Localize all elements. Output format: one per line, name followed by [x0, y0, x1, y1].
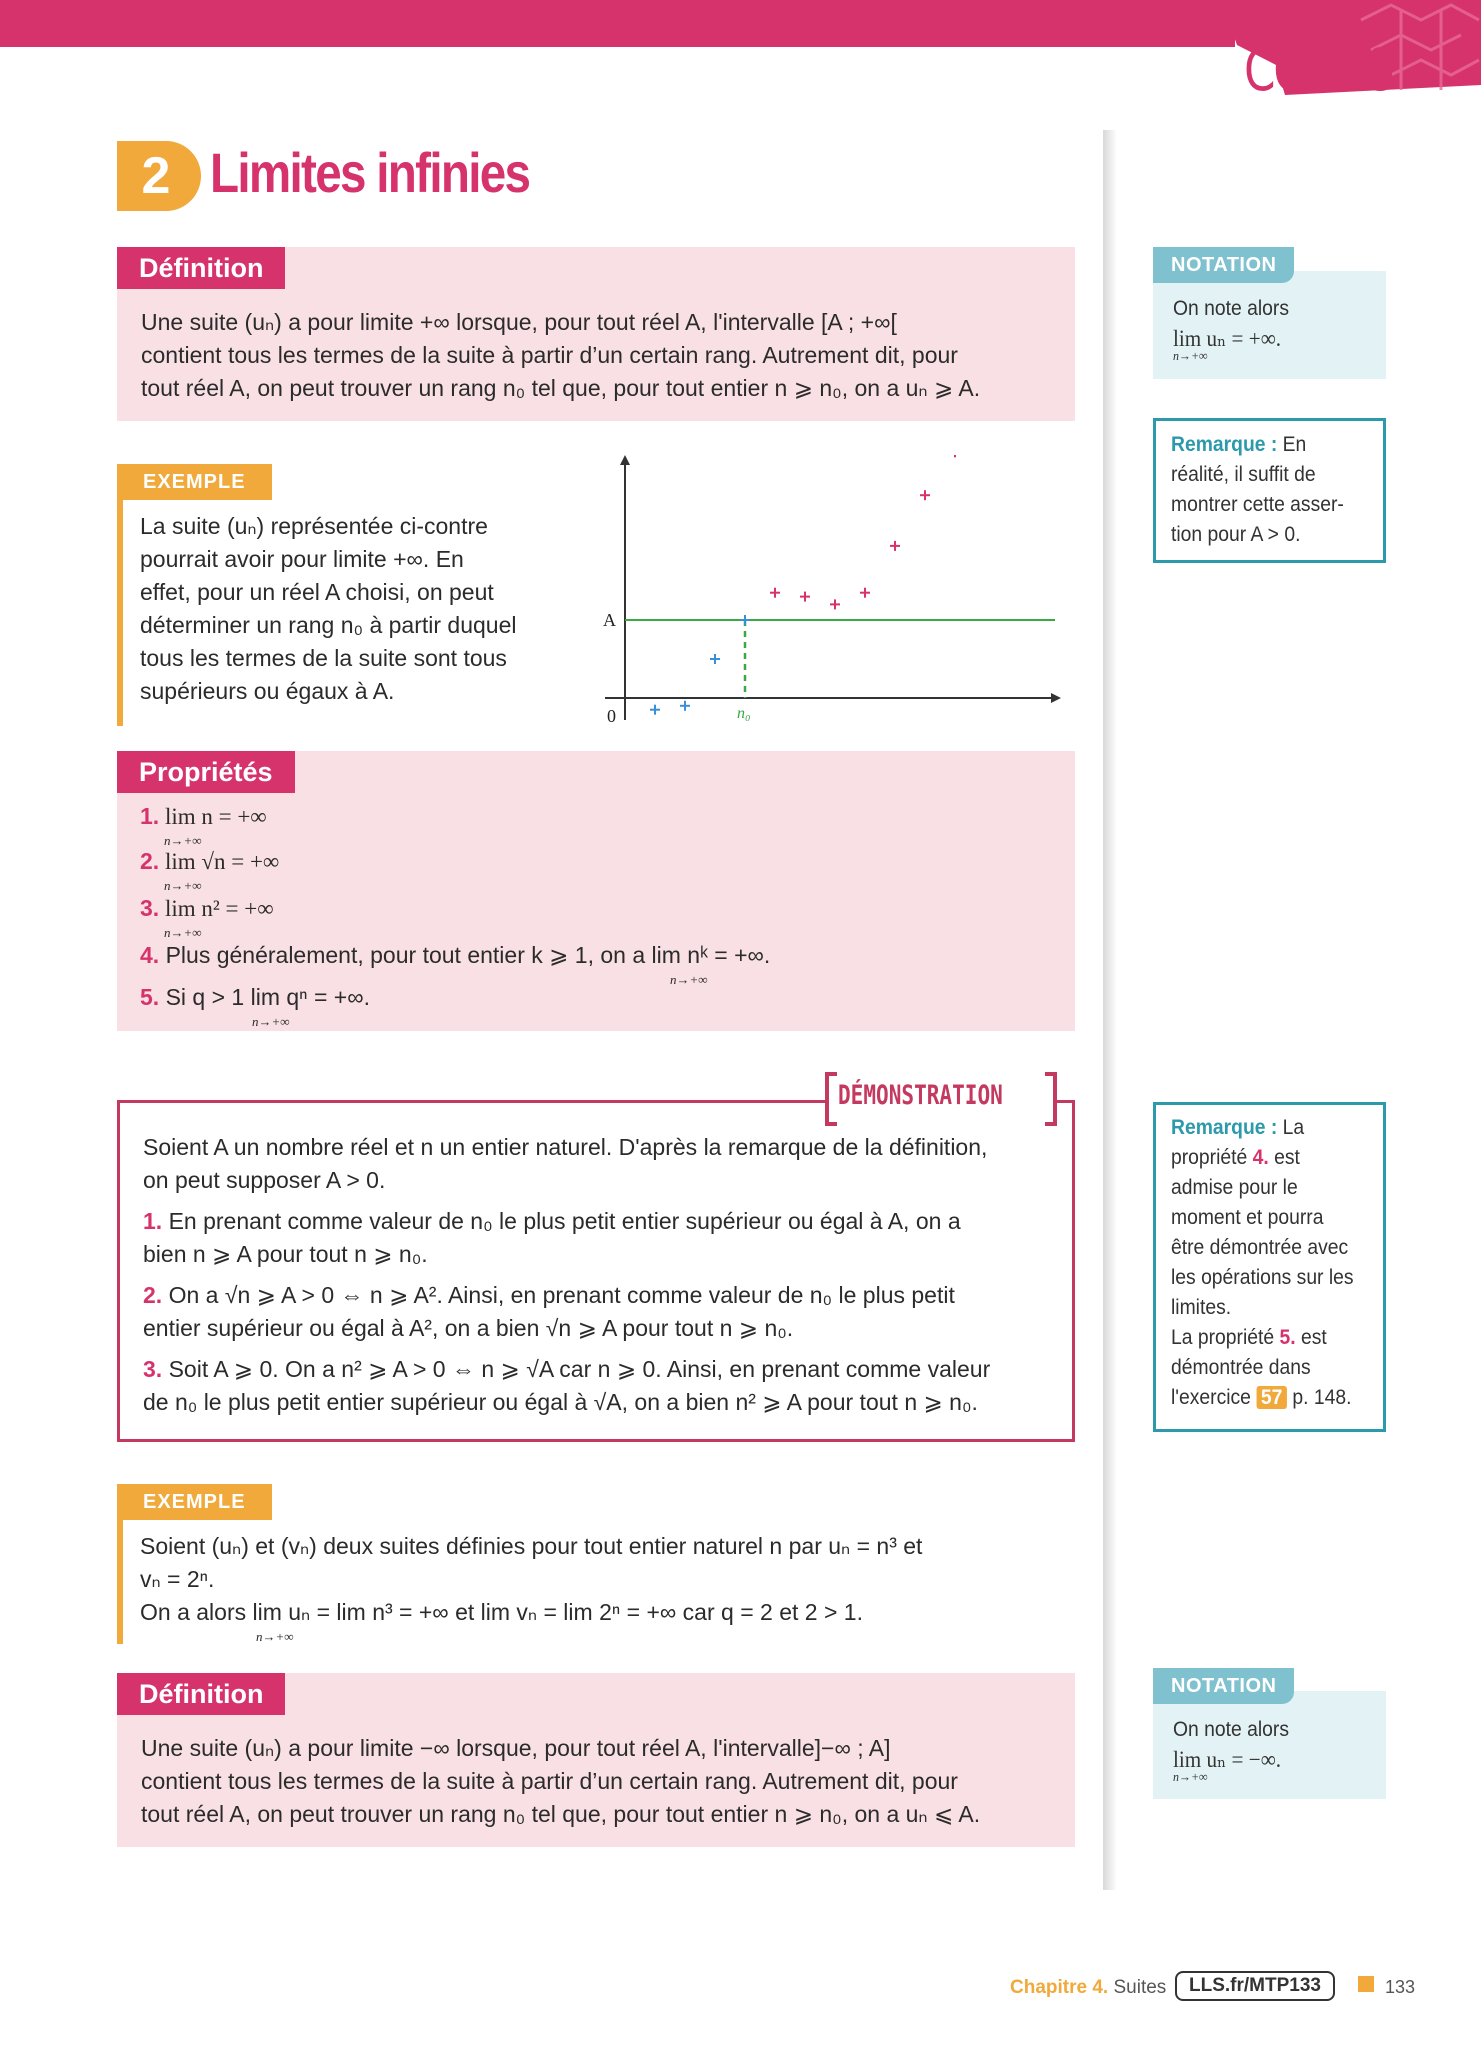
demonstration-text	[143, 1131, 1068, 1419]
demonstration-point-2	[143, 1279, 1068, 1345]
demonstration-point-1	[143, 1205, 1068, 1271]
definition-2-text	[141, 1732, 1066, 1831]
footer-chapter-label: Chapitre 4.	[1010, 1977, 1109, 1998]
footer-chapter	[1010, 1977, 1166, 1999]
notation-tag-1: NOTATION	[1153, 247, 1294, 283]
section-label-cours: COURS	[1244, 36, 1393, 104]
demonstration-intro-2: on peut supposer A > 0.	[143, 1167, 386, 1193]
property-4-text: Plus généralement, pour tout entier k ⩾ 1, on a lim nᵏ = +∞.	[165, 942, 771, 968]
section-title: Limites infinies	[210, 141, 530, 204]
property-4	[140, 939, 771, 987]
property-3-number: 3.	[140, 895, 160, 921]
property-5	[140, 981, 370, 1029]
demo-point-2-line-2: entier supérieur ou égal à A², on a bien √n ⩾ A pour tout n ⩾ n₀.	[143, 1315, 794, 1341]
remark-2-line-7: limites.	[1171, 1296, 1232, 1319]
demo-point-3-line-1: Soit A ⩾ 0. On a n² ⩾ A > 0 ⇔ n ⩾ √A car n ⩾ 0. Ainsi, en prenant comme valeur	[168, 1356, 991, 1382]
rank-label: n₀	[737, 705, 751, 722]
notation-1-line: On note alors	[1173, 297, 1289, 320]
page-shadow	[1103, 130, 1117, 1890]
property-5-text: Si q > 1 lim qⁿ = +∞.	[165, 984, 370, 1010]
definition-tag-1: Définition	[117, 247, 285, 289]
remark-2-line-8: La propriété	[1171, 1326, 1280, 1349]
demo-point-3-number: 3.	[143, 1356, 163, 1382]
section-number: 2	[117, 141, 201, 211]
remark-1-label: Remarque :	[1171, 433, 1278, 456]
property-1-formula: lim n = +∞	[164, 804, 267, 829]
property-4-number: 4.	[140, 942, 160, 968]
notation-1-formula: lim uₙ = +∞.	[1173, 326, 1282, 351]
property-2-formula: lim √n = +∞	[164, 849, 280, 874]
remark-2-line-1: La	[1277, 1116, 1305, 1139]
data-point-above-7	[950, 455, 960, 457]
remark-2-line-3: admise pour le	[1171, 1176, 1298, 1199]
remark-2-ref-5: 5.	[1279, 1326, 1296, 1349]
threshold-label: A	[603, 610, 616, 630]
x-axis-arrow	[1051, 693, 1061, 703]
remark-1-line-1: En	[1277, 433, 1307, 456]
property-5-number: 5.	[140, 984, 160, 1010]
data-point-below-1	[650, 705, 660, 715]
definition-2-line-2: contient tous les termes de la suite à partir d’un certain rang. Autrement dit, pour	[141, 1768, 958, 1794]
example-1-line-2: pourrait avoir pour limite +∞. En	[140, 546, 464, 572]
demo-point-1-number: 1.	[143, 1208, 163, 1234]
notation-tag-2: NOTATION	[1153, 1668, 1294, 1704]
data-point-above-6	[920, 490, 930, 500]
remark-2-line-2b: est	[1268, 1146, 1300, 1169]
remark-1-line-4: tion pour A > 0.	[1171, 523, 1301, 546]
example-1-bar	[117, 464, 123, 726]
property-3-formula: lim n² = +∞	[164, 896, 274, 921]
origin-label: 0	[607, 706, 616, 726]
definition-1-line-2: contient tous les termes de la suite à partir d’un certain rang. Autrement dit, pour	[141, 342, 958, 368]
property-2	[140, 845, 280, 893]
demonstration-intro-1: Soient A un nombre réel et n un entier naturel. D'après la remarque de la définition,	[143, 1134, 988, 1160]
data-point-below-4	[740, 615, 750, 625]
definition-2-line-1: Une suite (uₙ) a pour limite −∞ lorsque, pour tout réel A, l'intervalle]−∞ ; A]	[141, 1735, 891, 1761]
data-point-below-3	[710, 654, 720, 664]
notation-2-subscript: n→+∞	[1173, 1769, 1208, 1784]
page-number: 133	[1385, 1977, 1416, 1997]
demo-point-1-line-1: En prenant comme valeur de n₀ le plus petit entier supérieur ou égal à A, on a	[168, 1208, 961, 1234]
example-1-line-6: supérieurs ou égaux à A.	[140, 678, 395, 704]
data-point-above-2	[800, 592, 810, 602]
definition-tag-2: Définition	[117, 1673, 285, 1715]
property-1-number: 1.	[140, 803, 160, 829]
remark-1-line-2: réalité, il suffit de	[1171, 463, 1316, 486]
remark-2-text	[1171, 1113, 1369, 1413]
notation-1-text	[1173, 294, 1371, 362]
example-1-line-4: déterminer un rang n₀ à partir duquel	[140, 612, 517, 638]
example-tag-2: EXEMPLE	[117, 1484, 272, 1520]
property-2-subscript: n→+∞	[164, 878, 202, 893]
property-5-subscript: n→+∞	[252, 1014, 290, 1029]
property-2-number: 2.	[140, 848, 160, 874]
example-1-line-5: tous les termes de la suite sont tous	[140, 645, 507, 671]
example-2-line-3: On a alors lim uₙ = lim n³ = +∞ et lim vₙ = lim 2ⁿ = +∞ car q = 2 et 2 > 1.	[140, 1599, 863, 1625]
footer-link[interactable]: LLS.fr/MTP133	[1175, 1971, 1335, 2001]
example-1-text	[140, 510, 580, 708]
definition-1-line-3: tout réel A, on peut trouver un rang n₀ tel que, pour tout entier n ⩾ n₀, on a uₙ ⩾ A.	[141, 375, 981, 401]
demo-point-2-line-1: On a √n ⩾ A > 0 ⇔ n ⩾ A². Ainsi, en prenant comme valeur de n₀ le plus petit	[168, 1282, 955, 1308]
remark-1-line-3: montrer cette asser-	[1171, 493, 1344, 516]
remark-2-line-9: démontrée dans	[1171, 1356, 1311, 1379]
remark-2-label: Remarque :	[1171, 1116, 1278, 1139]
notation-1-subscript: n→+∞	[1173, 348, 1208, 363]
example-2-text	[140, 1530, 1075, 1644]
data-point-above-1	[770, 588, 780, 598]
property-3-subscript: n→+∞	[164, 925, 202, 940]
property-4-subscript: n→+∞	[670, 972, 708, 987]
exercise-badge[interactable]: 57	[1256, 1386, 1287, 1409]
remark-2-line-10: l'exercice	[1171, 1386, 1257, 1409]
example-tag-1: EXEMPLE	[117, 464, 272, 500]
sequence-chart	[595, 455, 1065, 735]
remark-2-ref-4: 4.	[1252, 1146, 1269, 1169]
top-band	[0, 0, 1235, 47]
demo-point-3-line-2: de n₀ le plus petit entier supérieur ou égal à √A, on a bien n² ⩾ A pour tout n ⩾ n₀.	[143, 1389, 978, 1415]
demonstration-tag: DÉMONSTRATION	[838, 1080, 1003, 1111]
notation-2-line: On note alors	[1173, 1718, 1289, 1741]
example-2-line-2: vₙ = 2ⁿ.	[140, 1566, 215, 1592]
remark-2-line-4: moment et pourra	[1171, 1206, 1324, 1229]
property-3	[140, 892, 274, 940]
definition-2-line-3: tout réel A, on peut trouver un rang n₀ tel que, pour tout entier n ⩾ n₀, on a uₙ ⩽ A.	[141, 1801, 981, 1827]
demo-point-2-number: 2.	[143, 1282, 163, 1308]
remark-2-line-2: propriété	[1171, 1146, 1253, 1169]
example-2-subscript: n→+∞	[256, 1629, 294, 1644]
y-axis-arrow	[620, 455, 630, 465]
notation-2-text	[1173, 1715, 1371, 1783]
remark-2-page-ref: p. 148.	[1286, 1386, 1352, 1409]
property-1-subscript: n→+∞	[164, 833, 202, 848]
example-1-line-1: La suite (uₙ) représentée ci-contre	[140, 513, 488, 539]
example-2-line-1: Soient (uₙ) et (vₙ) deux suites définies pour tout entier naturel n par uₙ = n³ et	[140, 1533, 923, 1559]
data-point-below-2	[680, 701, 690, 711]
data-point-above-4	[860, 588, 870, 598]
example-1-line-3: effet, pour un réel A choisi, on peut	[140, 579, 494, 605]
remark-2-line-8b: est	[1295, 1326, 1327, 1349]
notation-2-formula: lim uₙ = −∞.	[1173, 1747, 1282, 1772]
property-1	[140, 800, 267, 848]
definition-1-line-1: Une suite (uₙ) a pour limite +∞ lorsque, pour tout réel A, l'intervalle [A ; +∞[	[141, 309, 897, 335]
remark-1-text	[1171, 430, 1369, 550]
footer-square-icon	[1358, 1976, 1374, 1992]
definition-1-text	[141, 306, 1066, 405]
footer-chapter-name: Suites	[1108, 1977, 1167, 1998]
data-point-above-5	[890, 541, 900, 551]
remark-2-line-5: être démontrée avec	[1171, 1236, 1349, 1259]
demonstration-point-3	[143, 1353, 1068, 1419]
demo-point-1-line-2: bien n ⩾ A pour tout n ⩾ n₀.	[143, 1241, 428, 1267]
remark-2-line-6: les opérations sur les	[1171, 1266, 1354, 1289]
properties-tag: Propriétés	[117, 751, 295, 793]
data-point-above-3	[830, 599, 840, 609]
